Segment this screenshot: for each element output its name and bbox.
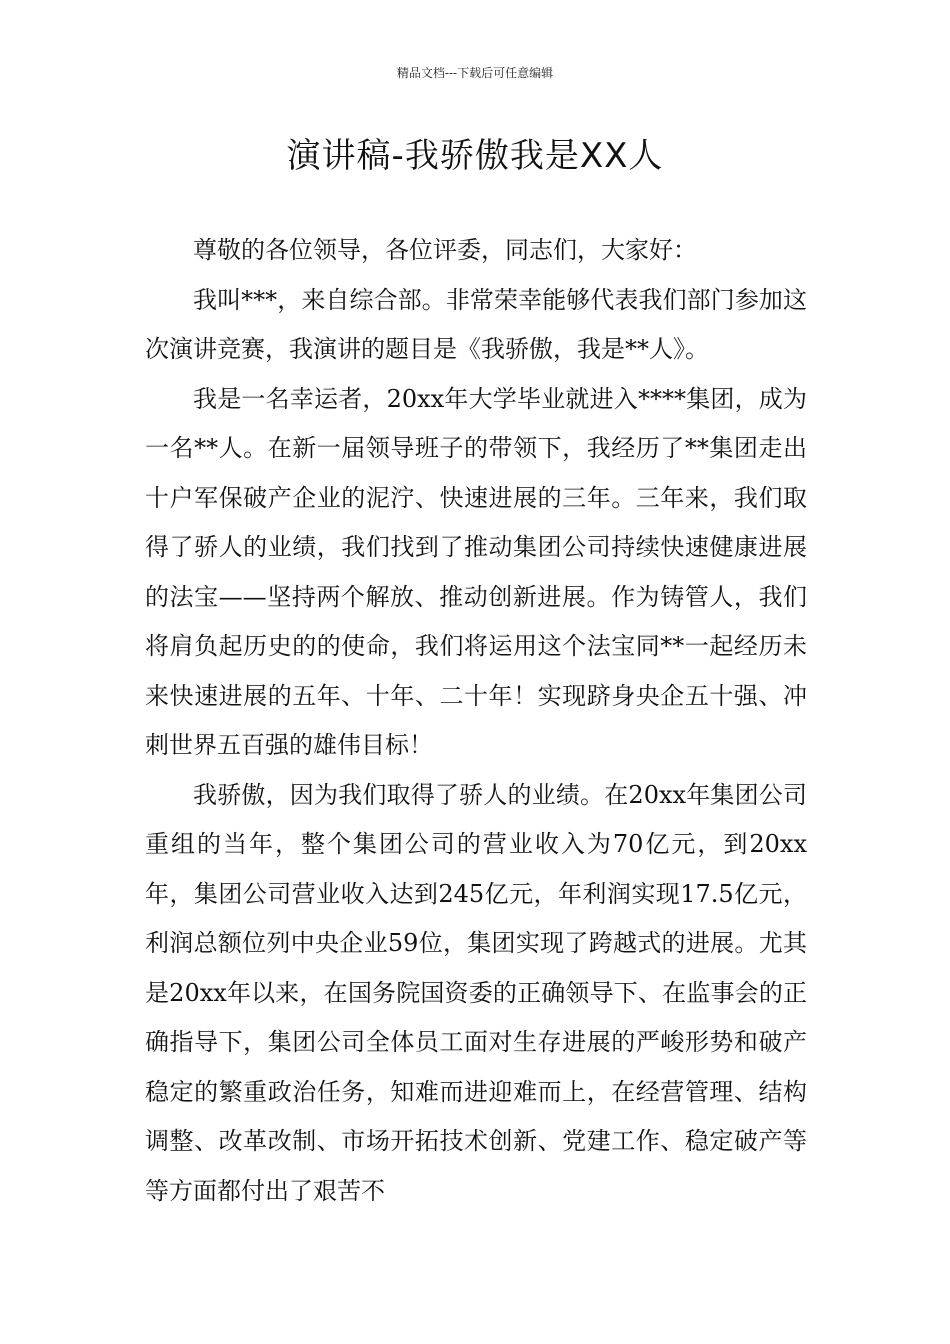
paragraph-intro: 我叫***，来自综合部。非常荣幸能够代表我们部门参加这次演讲竞赛，我演讲的题目是《我骄傲，我是**人》。 (145, 285, 807, 363)
document-title: 演讲稿-我骄傲我是XX人 (286, 136, 664, 176)
paragraph-achievements: 我骄傲，因为我们取得了骄人的业绩。在20xx年集团公司重组的当年，整个集团公司的营业收入为70亿元，到20xx年，集团公司营业收入达到245亿元，年利润实现17.5亿元，利润总额位列中央企业59位，集团实现了跨越式的进展。尤其是20xx年以来，在国务院国资委的正确领导下、在监事会的正确指导下，集团公司全体员工面对生存进展的严峻形势和破产稳定的繁重政治任务，知难而进迎难而上，在经营管理、结构调整、改革改制、市场开拓技术创新、党建工作、稳定破产等等方面都付出了艰苦不 (145, 780, 807, 1205)
document-body (145, 226, 807, 1216)
header-note: 精品文档---下载后可任意编辑 (396, 66, 554, 80)
paragraph-greeting: 尊敬的各位领导，各位评委，同志们，大家好： (193, 236, 697, 264)
paragraph-experience: 我是一名幸运者，20xx年大学毕业就进入****集团，成为一名**人。在新一届领导班子的带领下，我经历了**集团走出十户军保破产企业的泥泞、快速进展的三年。三年来，我们取得了骄人的业绩，我们找到了推动集团公司持续快速健康进展的法宝——坚持两个解放、推动创新进展。作为铸管人，我们将肩负起历史的的使命，我们将运用这个法宝同**一起经历未来快速进展的五年、十年、二十年！实现跻身央企五十强、冲刺世界五百强的雄伟目标！ (145, 384, 807, 759)
